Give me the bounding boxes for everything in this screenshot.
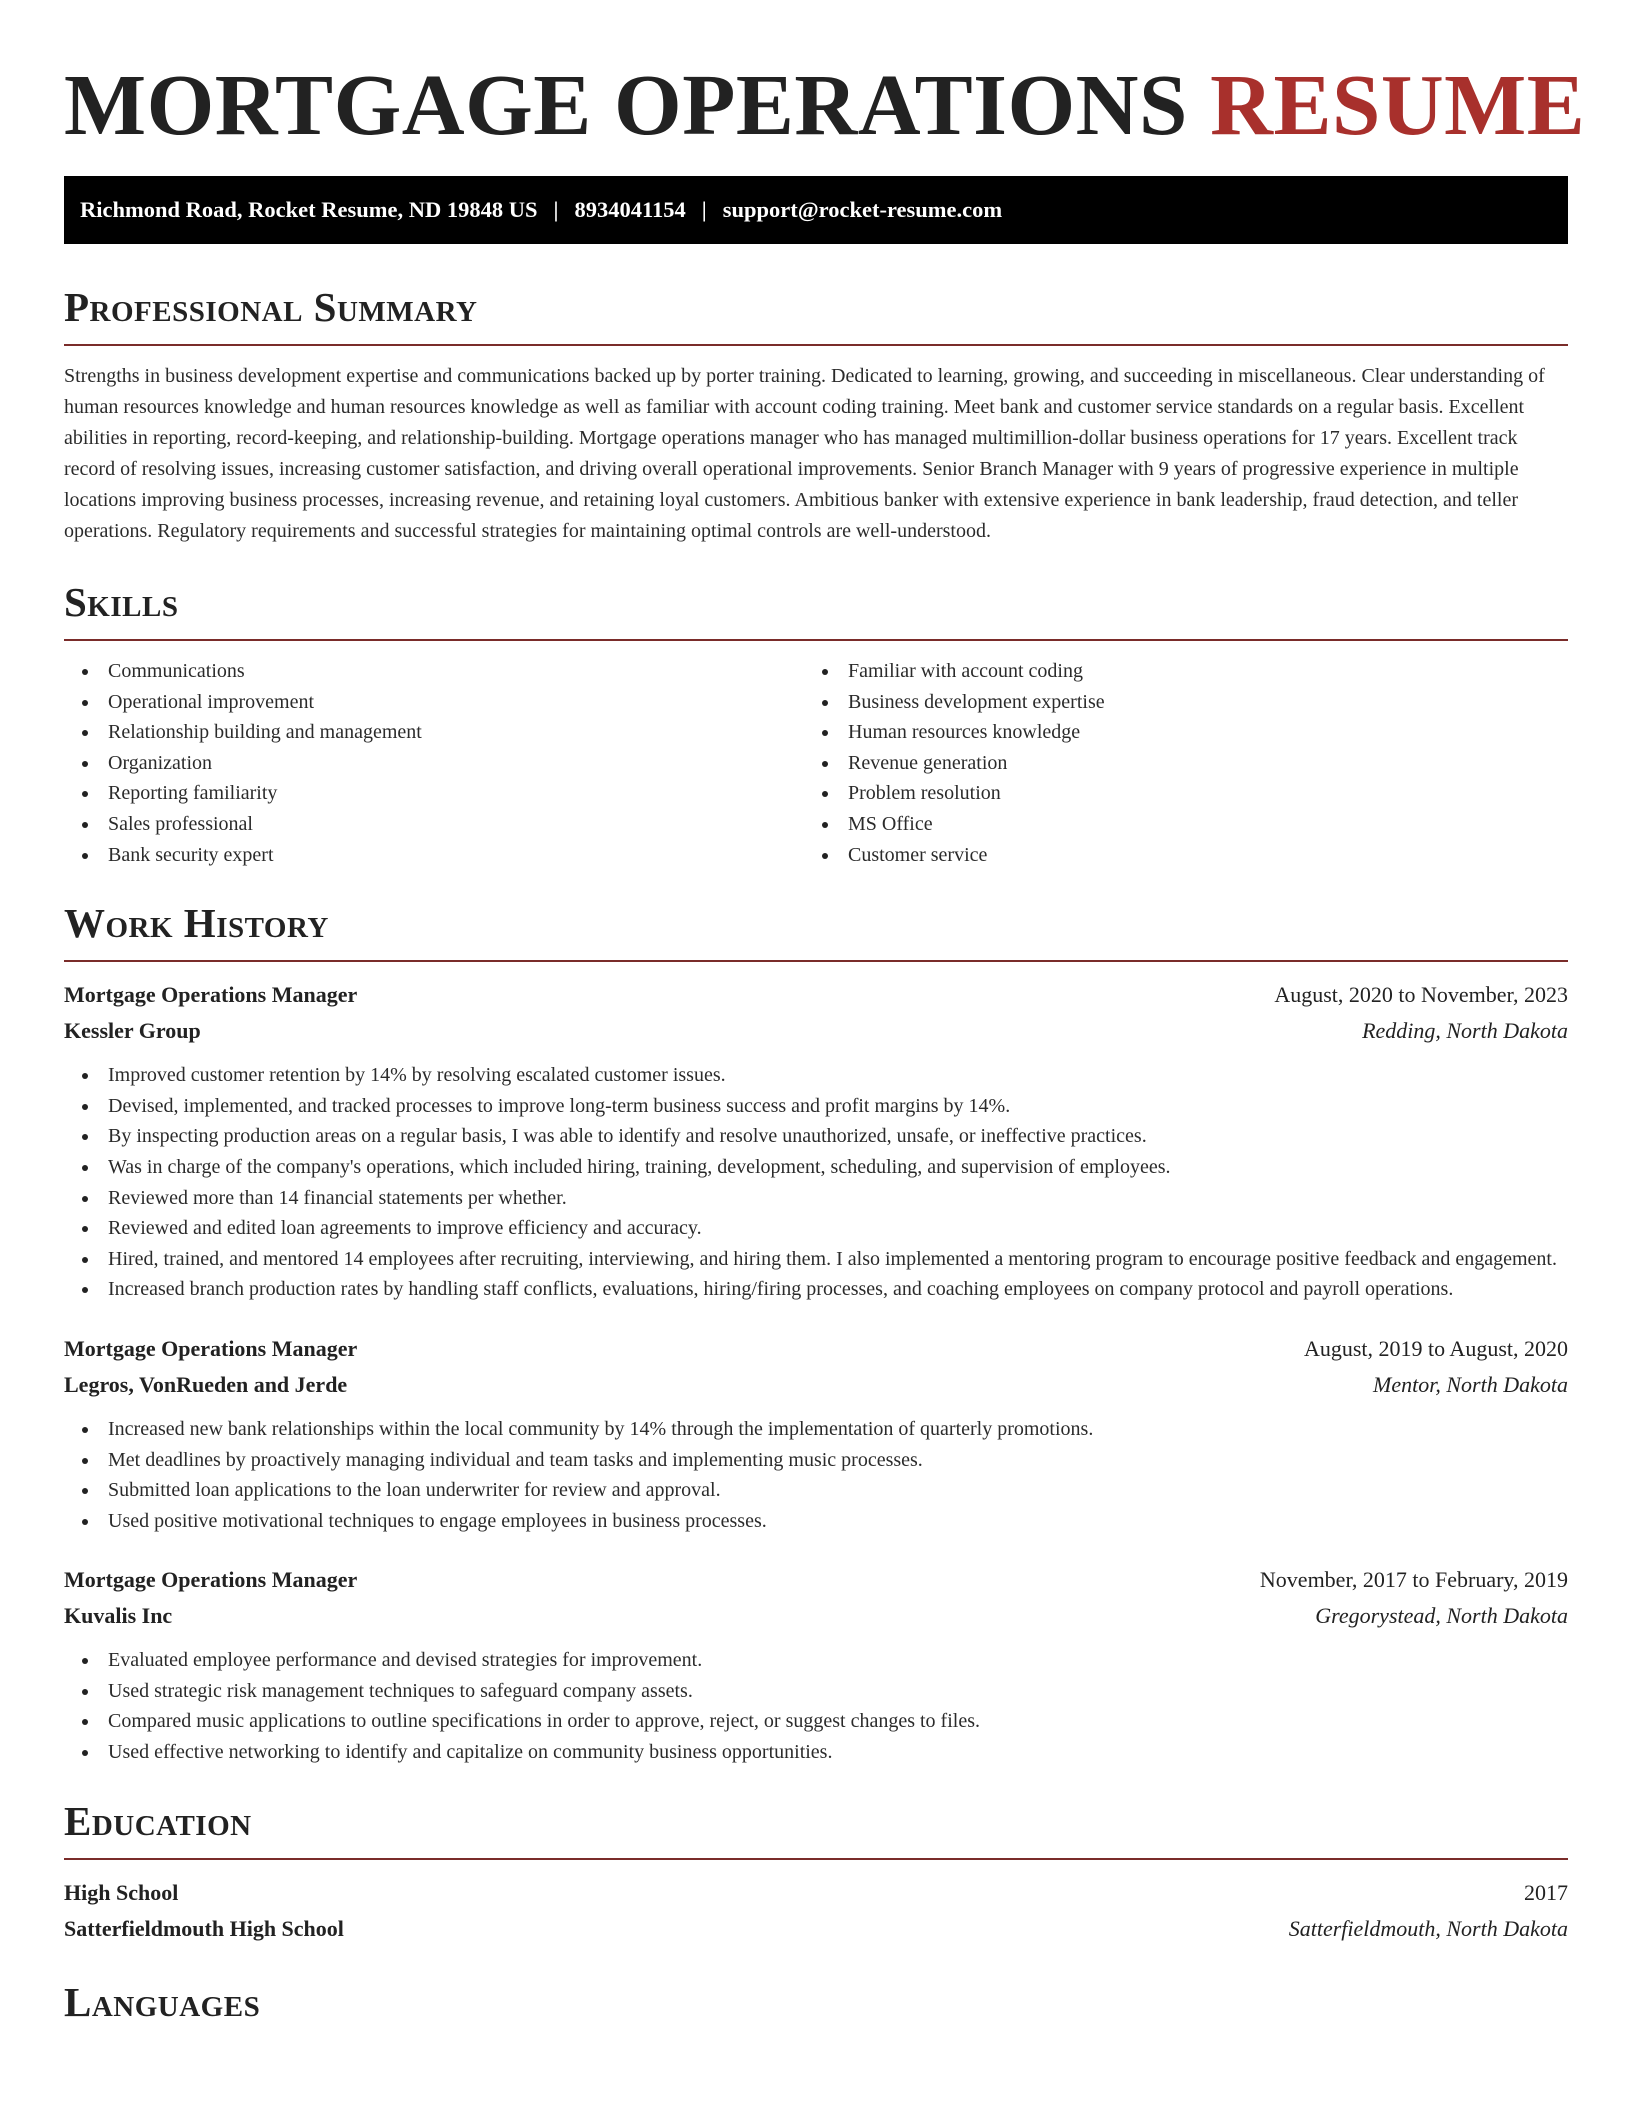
job-location: Gregorystead, North Dakota (1315, 1603, 1568, 1629)
job-title: Mortgage Operations Manager (64, 1335, 358, 1361)
summary-heading: Professional Summary (64, 284, 478, 330)
education-section (64, 1796, 1568, 1947)
skills-list-left (64, 656, 804, 870)
job-bullet: Increased new bank relationships within the local community by 14% through the implementation of quarterly promotions. (64, 1414, 1568, 1445)
education-school-row (64, 1911, 1568, 1947)
contact-bar (64, 176, 1568, 244)
job-company-row (64, 1367, 1568, 1403)
contact-address: Richmond Road, Rocket Resume, ND 19848 US (80, 197, 538, 222)
section-divider (64, 639, 1568, 641)
education-year: 2017 (1524, 1879, 1568, 1905)
skill-item: Bank security expert (64, 840, 804, 871)
job-bullet: By inspecting production areas on a regular basis, I was able to identify and resolve unauthorized, unsafe, or ineffective practices. (64, 1121, 1568, 1152)
contact-separator: | (701, 197, 707, 222)
skill-item: Sales professional (64, 809, 804, 840)
education-school: Satterfieldmouth High School (64, 1915, 344, 1941)
skill-item: Relationship building and management (64, 717, 804, 748)
skill-item: Problem resolution (804, 778, 1544, 809)
contact-phone: 8934041154 (574, 197, 686, 222)
languages-section (64, 1977, 1568, 2027)
job-dates: August, 2020 to November, 2023 (1274, 982, 1568, 1008)
job-company: Kessler Group (64, 1018, 201, 1044)
job-header-row (64, 977, 1568, 1013)
skill-item: Business development expertise (804, 687, 1544, 718)
skill-item: Reporting familiarity (64, 778, 804, 809)
job-bullet: Used positive motivational techniques to engage employees in business processes. (64, 1506, 1568, 1537)
job-bullet: Evaluated employee performance and devised strategies for improvement. (64, 1645, 1568, 1676)
job-dates: November, 2017 to February, 2019 (1259, 1567, 1568, 1593)
job-bullet: Submitted loan applications to the loan underwriter for review and approval. (64, 1475, 1568, 1506)
skills-section (64, 577, 1568, 870)
job-entry (64, 1562, 1568, 1767)
section-divider (64, 1858, 1568, 1860)
section-divider (64, 960, 1568, 962)
job-title: Mortgage Operations Manager (64, 1567, 358, 1593)
job-bullet: Used effective networking to identify and capitalize on community business opportunities. (64, 1737, 1568, 1768)
job-bullet: Met deadlines by proactively managing individual and team tasks and implementing music processes. (64, 1445, 1568, 1476)
education-location: Satterfieldmouth, North Dakota (1288, 1915, 1568, 1941)
job-company-row (64, 1598, 1568, 1634)
work-history-section (64, 898, 1568, 1768)
skills-heading: Skills (64, 579, 179, 625)
job-bullets (64, 1060, 1568, 1305)
job-dates: August, 2019 to August, 2020 (1303, 1335, 1568, 1361)
resume-title (64, 0, 1586, 156)
contact-email[interactable]: support@rocket-resume.com (722, 197, 1003, 222)
job-bullets (64, 1414, 1568, 1536)
skill-item: Operational improvement (64, 687, 804, 718)
skills-columns (64, 656, 1568, 870)
section-divider (64, 344, 1568, 346)
job-company: Kuvalis Inc (64, 1603, 173, 1629)
job-company-row (64, 1013, 1568, 1049)
job-location: Redding, North Dakota (1362, 1018, 1568, 1044)
job-bullet: Was in charge of the company's operations, which included hiring, training, development, scheduling, and supervision of employees. (64, 1152, 1568, 1183)
summary-text: Strengths in business development expertise and communications backed up by porter training. Dedicated to learning, growing, and succeeding in miscellaneous. Clear understanding of human resources knowledge and human resources knowledge as well as familiar with account coding training. Meet bank and customer service standards on a regular basis. Excellent abilities in reporting, record-keeping, and relationship-building. Mortgage operations manager who has managed multimillion-dollar business operations for 17 years. Excellent track record of resolving issues, increasing customer satisfaction, and driving overall operational improvements. Senior Branch Manager with 9 years of progressive experience in multiple locations improving business processes, increasing revenue, and retaining loyal customers. Ambitious banker with extensive experience in bank leadership, fraud detection, and teller operations. Regulatory requirements and successful strategies for maintaining optimal controls are well-understood. (64, 365, 1545, 542)
skill-item: Organization (64, 748, 804, 779)
resume-page (64, 0, 1586, 2027)
skill-item: Customer service (804, 840, 1544, 871)
work-history-heading: Work History (64, 900, 329, 947)
job-bullet: Devised, implemented, and tracked processes to improve long-term business success and profit margins by 14%. (64, 1091, 1568, 1122)
skills-list-right (804, 656, 1544, 870)
job-header-row (64, 1331, 1568, 1367)
job-header-row (64, 1562, 1568, 1598)
education-heading: Education (64, 1797, 252, 1844)
job-location: Mentor, North Dakota (1373, 1371, 1568, 1397)
education-degree: High School (64, 1879, 179, 1905)
contact-separator: | (553, 197, 559, 222)
job-title: Mortgage Operations Manager (64, 982, 358, 1008)
skill-item: Human resources knowledge (804, 717, 1544, 748)
job-bullet: Compared music applications to outline specifications in order to approve, reject, or suggest changes to files. (64, 1706, 1568, 1737)
education-entry (64, 1875, 1568, 1947)
job-company: Legros, VonRueden and Jerde (64, 1371, 348, 1397)
job-entry (64, 1331, 1568, 1536)
job-bullet: Improved customer retention by 14% by resolving escalated customer issues. (64, 1060, 1568, 1091)
summary-section (64, 282, 1568, 547)
job-bullets (64, 1645, 1568, 1767)
job-entry (64, 977, 1568, 1305)
job-bullet: Reviewed and edited loan agreements to improve efficiency and accuracy. (64, 1213, 1568, 1244)
title-main: MORTGAGE OPERATIONS (64, 56, 1188, 153)
skill-item: MS Office (804, 809, 1544, 840)
job-bullet: Increased branch production rates by handling staff conflicts, evaluations, hiring/firing processes, and coaching employees on company protocol and payroll operations. (64, 1274, 1568, 1305)
skill-item: Familiar with account coding (804, 656, 1544, 687)
skill-item: Communications (64, 656, 804, 687)
education-header-row (64, 1875, 1568, 1911)
skill-item: Revenue generation (804, 748, 1544, 779)
job-bullet: Used strategic risk management techniques to safeguard company assets. (64, 1676, 1568, 1707)
job-bullet: Hired, trained, and mentored 14 employees after recruiting, interviewing, and hiring them. I also implemented a mentoring program to encourage positive feedback and engagement. (64, 1244, 1568, 1275)
languages-heading: Languages (64, 1978, 261, 2025)
job-bullet: Reviewed more than 14 financial statements per whether. (64, 1183, 1568, 1214)
title-accent: RESUME (1210, 56, 1586, 153)
